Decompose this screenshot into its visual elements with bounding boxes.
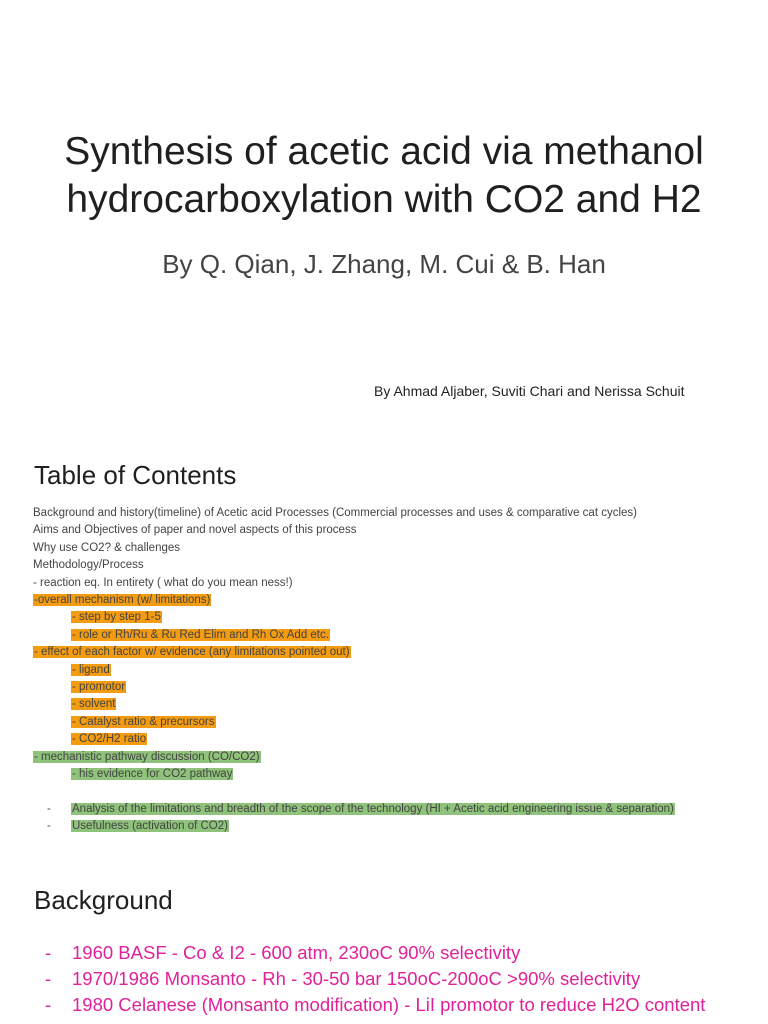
toc-line bbox=[33, 540, 733, 557]
toc-line bbox=[33, 644, 733, 661]
slide-title-line-1: Synthesis of acetic acid via methanol bbox=[64, 130, 704, 173]
toc-line bbox=[33, 679, 733, 696]
toc-line-text: - Catalyst ratio & precursors bbox=[72, 715, 215, 728]
toc-line-text: Methodology/Process bbox=[33, 559, 144, 572]
toc-line bbox=[33, 731, 733, 748]
toc-line bbox=[33, 662, 733, 679]
toc-line-text: - reaction eq. In entirety ( what do you mean ness!) bbox=[33, 576, 293, 589]
background-item-text: 1980 Celanese (Monsanto modification) - LiI promotor to reduce H2O content bbox=[72, 994, 706, 1015]
slide-title-line-2: hydrocarboxylation with CO2 and H2 bbox=[66, 178, 702, 221]
toc-list bbox=[33, 505, 733, 836]
slide-subtitle: By Q. Qian, J. Zhang, M. Cui & B. Han bbox=[162, 249, 606, 279]
toc-dash-mark: - bbox=[47, 820, 51, 833]
toc-line bbox=[33, 505, 733, 522]
toc-line bbox=[33, 749, 733, 766]
toc-line-text: - role or Rh/Ru & Ru Red Elim and Rh Ox Add etc. bbox=[72, 628, 329, 641]
toc-dash-text bbox=[71, 801, 691, 818]
background-heading: Background bbox=[34, 885, 173, 915]
background-list bbox=[45, 940, 765, 1018]
toc-line-text: - step by step 1-5 bbox=[72, 611, 161, 624]
toc-line-text: - ligand bbox=[72, 663, 110, 676]
toc-dash-mark: - bbox=[47, 802, 51, 815]
toc-line-text: - promotor bbox=[72, 681, 126, 694]
background-item bbox=[45, 966, 765, 992]
toc-line-text: - mechanistic pathway discussion (CO/CO2) bbox=[34, 750, 260, 763]
toc-line-text: Aims and Objectives of paper and novel aspects of this process bbox=[33, 524, 357, 537]
toc-line-text: - his evidence for CO2 pathway bbox=[72, 768, 233, 781]
toc-line bbox=[33, 696, 733, 713]
toc-line-text: - solvent bbox=[72, 698, 116, 711]
toc-line bbox=[33, 801, 733, 818]
toc-line-text: - CO2/H2 ratio bbox=[72, 733, 147, 746]
bullet-dash: - bbox=[45, 994, 52, 1015]
toc-spacer bbox=[33, 784, 733, 801]
presenters: By Ahmad Aljaber, Suviti Chari and Nerissa Schuit bbox=[374, 383, 685, 399]
toc-line bbox=[33, 627, 733, 644]
toc-line bbox=[33, 575, 733, 592]
toc-line-text: Usefulness (activation of CO2) bbox=[72, 820, 228, 833]
toc-line bbox=[33, 766, 733, 783]
toc-line-text: Analysis of the limitations and breadth of the scope of the technology (HI + Acetic acid engineering issue & separation) bbox=[72, 802, 674, 815]
background-item-text: 1960 BASF - Co & I2 - 600 atm, 230oC 90% selectivity bbox=[72, 942, 521, 963]
background-item bbox=[45, 992, 765, 1018]
toc-heading: Table of Contents bbox=[34, 460, 237, 490]
toc-dash-text bbox=[71, 818, 691, 835]
background-item bbox=[45, 940, 765, 966]
bullet-dash: - bbox=[45, 942, 52, 963]
toc-line bbox=[33, 714, 733, 731]
toc-line bbox=[33, 609, 733, 626]
toc-line bbox=[33, 557, 733, 574]
toc-line-text: -overall mechanism (w/ limitations) bbox=[34, 594, 211, 607]
toc-line bbox=[33, 818, 733, 835]
background-item-text: 1970/1986 Monsanto - Rh - 30-50 bar 150oC-200oC >90% selectivity bbox=[72, 968, 641, 989]
toc-line-text: Why use CO2? & challenges bbox=[33, 541, 181, 554]
toc-line bbox=[33, 592, 733, 609]
toc-line-text: Background and history(timeline) of Acetic acid Processes (Commercial processes and uses & comparative cat cycles) bbox=[33, 507, 637, 519]
slide-title bbox=[0, 128, 768, 224]
bullet-dash: - bbox=[45, 968, 52, 989]
toc-line bbox=[33, 522, 733, 539]
toc-line-text: - effect of each factor w/ evidence (any limitations pointed out) bbox=[34, 646, 350, 659]
